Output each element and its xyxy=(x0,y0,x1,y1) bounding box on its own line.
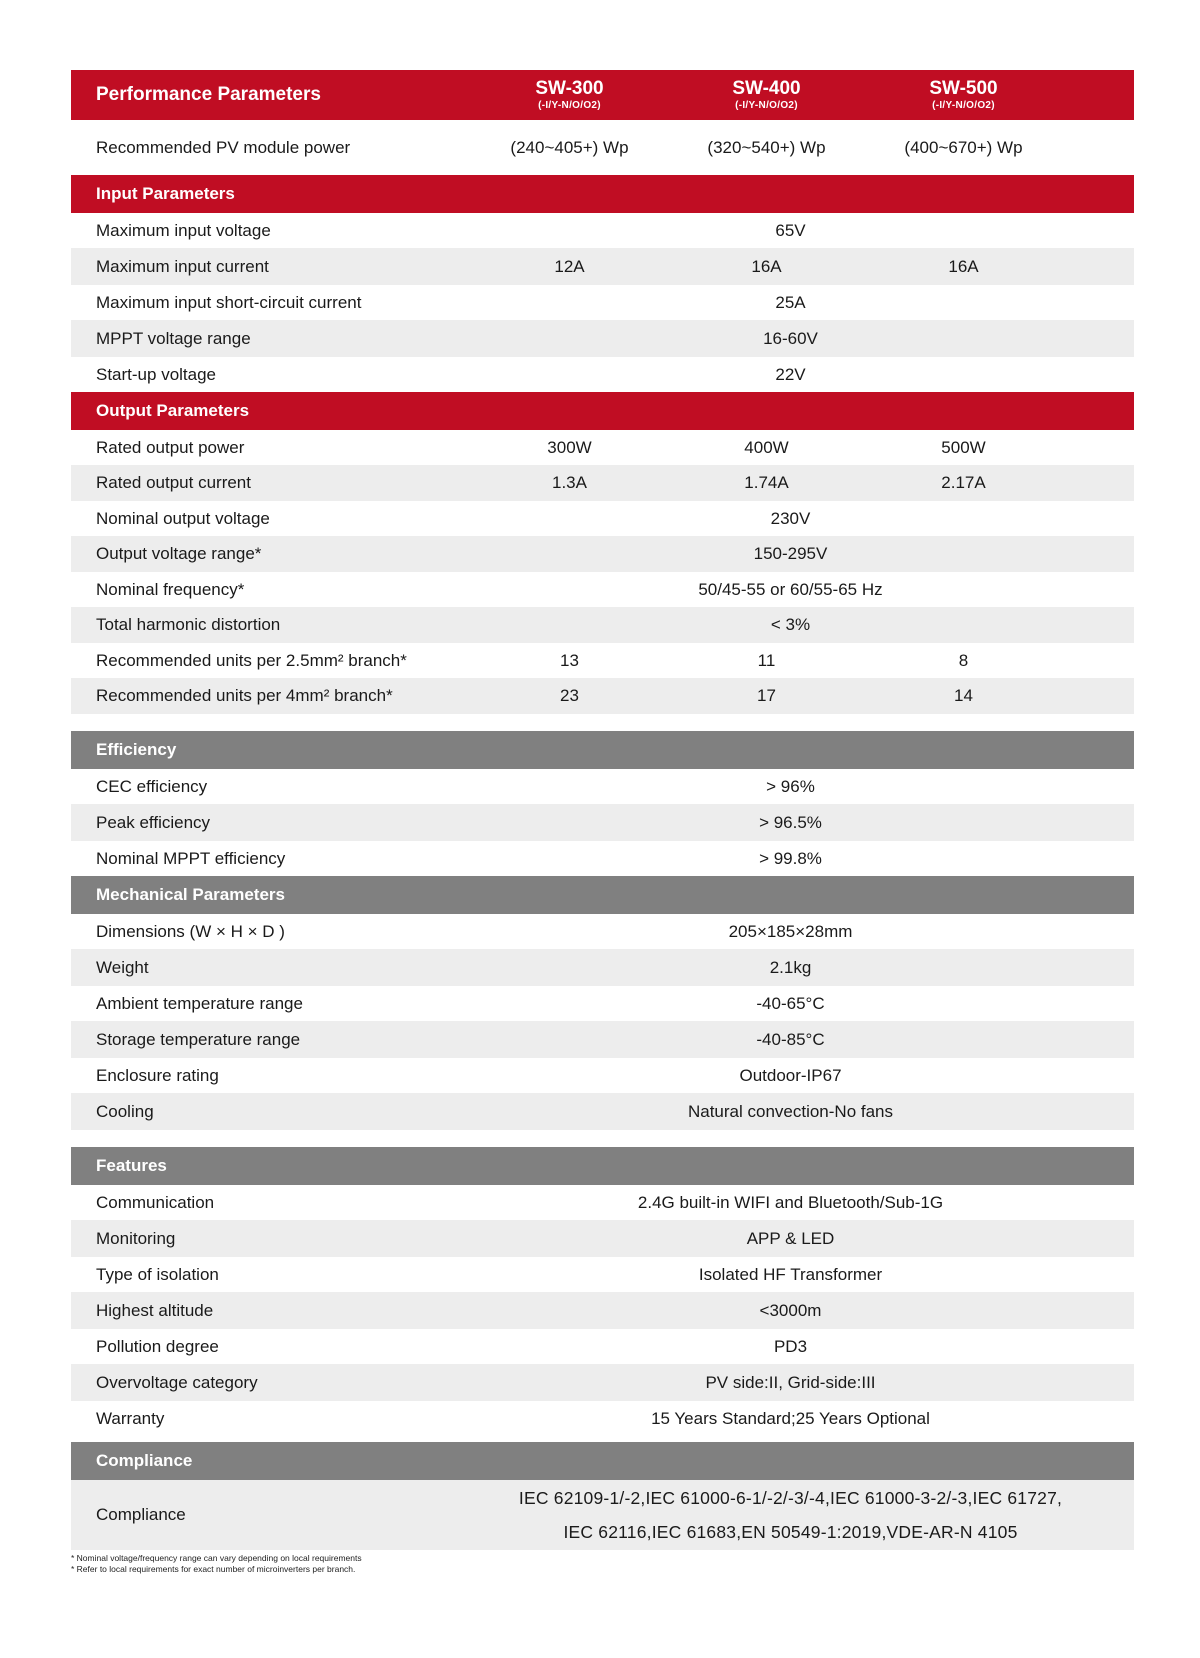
model-sw-500 xyxy=(865,79,1062,111)
value-sw-400: 11 xyxy=(757,650,776,670)
row-value: PV side:II, Grid-side:III xyxy=(705,1372,876,1392)
row-value: 16-60V xyxy=(763,328,818,348)
row-label: Rated output current xyxy=(96,473,251,492)
row-label: Ambient temperature range xyxy=(96,993,303,1013)
spec-row-weight xyxy=(71,949,1134,986)
performance-header xyxy=(71,70,1134,120)
row-value: 15 Years Standard;25 Years Optional xyxy=(651,1408,930,1428)
spec-row-total-harmonic-distortion xyxy=(71,607,1134,643)
footnotes xyxy=(71,1553,1134,1575)
spec-row-monitoring xyxy=(71,1220,1134,1257)
spec-row-ambient-temperature xyxy=(71,986,1134,1021)
row-value: 50/45-55 or 60/55-65 Hz xyxy=(698,579,883,599)
spec-row-startup-voltage xyxy=(71,357,1134,392)
row-value: 230V xyxy=(770,508,811,528)
row-value: 150-295V xyxy=(753,544,828,563)
row-label: Start-up voltage xyxy=(96,364,217,384)
row-label: Pollution degree xyxy=(96,1336,219,1356)
row-value: Isolated HF Transformer xyxy=(698,1264,883,1284)
row-label: Compliance xyxy=(96,1505,186,1524)
model-sw-300 xyxy=(471,79,668,111)
value-sw-500: 500W xyxy=(941,437,986,457)
row-value: Outdoor-IP67 xyxy=(739,1065,842,1085)
row-label: Maximum input current xyxy=(96,256,269,276)
value-sw-300: 12A xyxy=(554,256,585,276)
row-label: Weight xyxy=(96,957,149,977)
spec-row-dimensions xyxy=(71,914,1134,949)
value-sw-500: 8 xyxy=(958,650,969,670)
row-label: Storage temperature range xyxy=(96,1029,301,1049)
row-value: Natural convection-No fans xyxy=(687,1101,894,1121)
spec-row-cec-efficiency xyxy=(71,769,1134,804)
value-sw-400: 400W xyxy=(744,437,789,457)
row-label: Recommended PV module power xyxy=(96,137,351,157)
model-name: SW-300 xyxy=(535,78,604,99)
spec-sheet xyxy=(71,70,1134,1575)
row-value: 65V xyxy=(775,220,806,240)
row-label: Rated output power xyxy=(96,437,245,457)
footnote-voltage-frequency: * Nominal voltage/frequency range can vary depending on local requirements xyxy=(71,1553,362,1563)
value-sw-500: 14 xyxy=(954,686,973,705)
section-gap xyxy=(71,714,1134,731)
value-sw-500: 16A xyxy=(948,256,979,276)
row-value: APP & LED xyxy=(746,1228,835,1248)
value-sw-300: 23 xyxy=(560,686,579,705)
model-variant: (-I/Y-N/O/O2) xyxy=(538,100,601,111)
row-value: -40-65°C xyxy=(756,993,825,1013)
row-label: Enclosure rating xyxy=(96,1065,219,1085)
spec-row-units-per-4mm-branch xyxy=(71,678,1134,714)
pv-module-power-row xyxy=(71,120,1134,175)
spec-row-rated-output-power xyxy=(71,430,1134,465)
value-sw-400: 1.74A xyxy=(744,473,789,492)
compliance-line-1: IEC 62109-1/-2,IEC 61000-6-1/-2/-3/-4,IEC 61000-3-2/-3,IEC 61727, xyxy=(518,1488,1063,1508)
row-label: Nominal output voltage xyxy=(96,508,270,528)
spec-row-nominal-frequency xyxy=(71,572,1134,607)
spec-row-highest-altitude xyxy=(71,1292,1134,1329)
value-sw-400: 16A xyxy=(751,256,782,276)
row-label: Warranty xyxy=(96,1408,165,1428)
row-label: Output voltage range* xyxy=(96,544,262,563)
spec-row-communication xyxy=(71,1185,1134,1220)
row-label: Total harmonic distortion xyxy=(96,615,281,634)
value-sw-400: (320~540+) Wp xyxy=(707,137,826,157)
spec-row-output-voltage-range xyxy=(71,536,1134,572)
value-sw-300: 1.3A xyxy=(552,473,587,492)
features-header: Features xyxy=(71,1147,1134,1185)
row-value xyxy=(471,1481,1134,1549)
row-value: -40-85°C xyxy=(756,1029,825,1049)
spec-row-mppt-efficiency xyxy=(71,841,1134,876)
spec-row-mppt-voltage-range xyxy=(71,320,1134,357)
row-label: Communication xyxy=(96,1192,215,1212)
output-parameters-header: Output Parameters xyxy=(71,392,1134,430)
spec-row-overvoltage-category xyxy=(71,1364,1134,1401)
value-sw-300: (240~405+) Wp xyxy=(510,137,629,157)
row-value: 22V xyxy=(775,364,806,384)
spec-row-max-input-current xyxy=(71,248,1134,285)
row-value: PD3 xyxy=(773,1336,808,1356)
row-value: 25A xyxy=(775,292,806,312)
row-label: Overvoltage category xyxy=(96,1372,258,1392)
compliance-line-2: IEC 62116,IEC 61683,EN 50549-1:2019,VDE-AR-N 4105 xyxy=(563,1522,1018,1542)
row-label: Type of isolation xyxy=(96,1264,219,1284)
spec-row-warranty xyxy=(71,1401,1134,1436)
row-value: 2.1kg xyxy=(769,957,812,977)
value-sw-400: 17 xyxy=(757,686,776,705)
row-value: > 99.8% xyxy=(759,848,822,868)
row-label: Cooling xyxy=(96,1101,154,1121)
row-value: 2.4G built-in WIFI and Bluetooth/Sub-1G xyxy=(637,1192,944,1212)
spec-row-storage-temperature xyxy=(71,1021,1134,1058)
spec-row-peak-efficiency xyxy=(71,804,1134,841)
value-sw-500: 2.17A xyxy=(941,473,986,492)
row-value: < 3% xyxy=(770,615,811,634)
value-sw-300: 300W xyxy=(547,437,592,457)
spec-row-pollution-degree xyxy=(71,1329,1134,1364)
row-label: Maximum input short-circuit current xyxy=(96,292,362,312)
model-name: SW-400 xyxy=(732,78,801,99)
row-label: MPPT voltage range xyxy=(96,328,251,348)
spec-row-short-circuit-current xyxy=(71,285,1134,320)
section-gap xyxy=(71,1130,1134,1147)
row-label: Peak efficiency xyxy=(96,812,211,832)
efficiency-header: Efficiency xyxy=(71,731,1134,769)
row-label: Maximum input voltage xyxy=(96,220,271,240)
row-label: Recommended units per 4mm² branch* xyxy=(96,686,393,705)
input-parameters-header: Input Parameters xyxy=(71,175,1134,213)
model-variant: (-I/Y-N/O/O2) xyxy=(932,100,995,111)
row-label: Nominal frequency* xyxy=(96,579,245,599)
model-name: SW-500 xyxy=(929,78,998,99)
row-label: Recommended units per 2.5mm² branch* xyxy=(96,650,407,670)
spec-row-units-per-2-5mm-branch xyxy=(71,643,1134,678)
spec-row-enclosure-rating xyxy=(71,1058,1134,1093)
row-value: 205×185×28mm xyxy=(728,921,853,941)
row-label: Dimensions (W × H × D ) xyxy=(96,921,285,941)
row-value: > 96.5% xyxy=(759,812,822,832)
row-label: Nominal MPPT efficiency xyxy=(96,848,286,868)
spec-row-max-input-voltage xyxy=(71,213,1134,248)
mechanical-parameters-header: Mechanical Parameters xyxy=(71,876,1134,914)
row-label: CEC efficiency xyxy=(96,776,208,796)
value-sw-300: 13 xyxy=(560,650,579,670)
spec-row-nominal-output-voltage xyxy=(71,501,1134,536)
performance-header-label: Performance Parameters xyxy=(96,84,321,105)
spec-row-compliance xyxy=(71,1480,1134,1550)
spec-row-cooling xyxy=(71,1093,1134,1130)
row-label: Highest altitude xyxy=(96,1300,214,1320)
spec-row-rated-output-current xyxy=(71,465,1134,501)
footnote-units-per-branch: * Refer to local requirements for exact number of microinverters per branch. xyxy=(71,1564,356,1574)
spec-row-type-of-isolation xyxy=(71,1257,1134,1292)
compliance-header: Compliance xyxy=(71,1442,1134,1480)
row-label: Monitoring xyxy=(96,1228,176,1248)
model-sw-400 xyxy=(668,79,865,111)
model-variant: (-I/Y-N/O/O2) xyxy=(735,100,798,111)
row-value: > 96% xyxy=(766,776,815,796)
row-value: <3000m xyxy=(759,1300,822,1320)
value-sw-500: (400~670+) Wp xyxy=(904,137,1023,157)
